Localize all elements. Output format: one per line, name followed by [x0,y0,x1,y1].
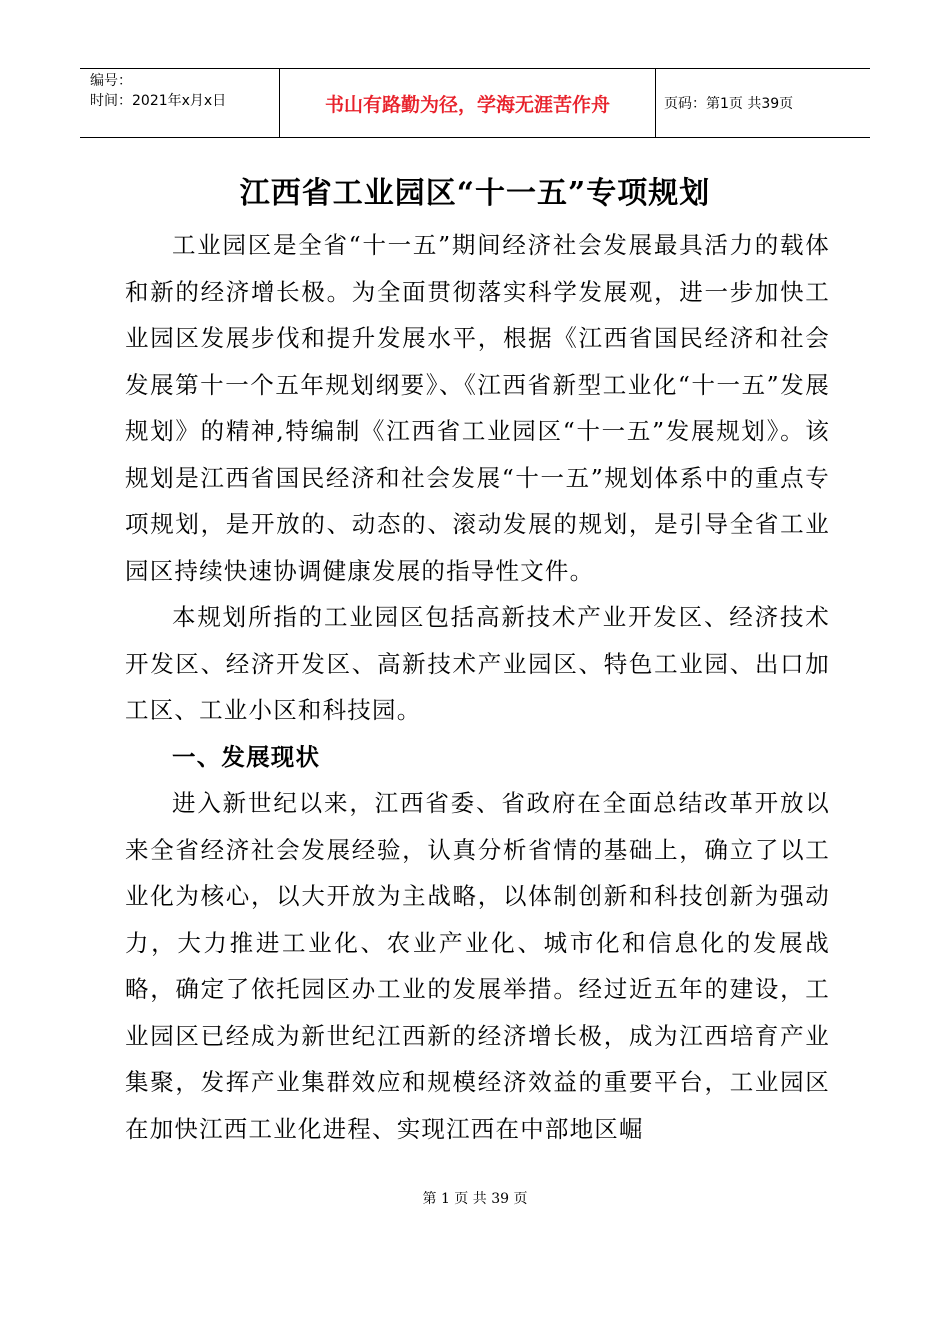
header-motto: 书山有路勤为径，学海无涯苦作舟 [280,69,656,137]
header-table [80,68,870,138]
page-footer: 第 1 页 共 39 页 [422,1191,528,1207]
document-title: 江西省工业园区“十一五”专项规划 [239,176,711,211]
paragraph: 本规划所指的工业园区包括高新技术产业开发区、经济技术开发区、经济开发区、高新技术产业园区、特色工业园、出口加工区、工业小区和科技园。 [125,603,830,724]
header-meta [80,69,280,137]
document-body [125,222,830,1152]
number-label: 编号： [90,73,132,89]
paragraph: 工业园区是全省“十一五”期间经济社会发展最具活力的载体和新的经济增长极。为全面贯彻落实科学发展观，进一步加快工业园区发展步伐和提升发展水平，根据《江西省国民经济和社会发展第十一个五年规划纲要》、《江西省新型工业化“十一五”发展规划》的精神,特编制《江西省工业园区“十一五”发展规划》。该规划是江西省国民经济和社会发展“十一五”规划体系中的重点专项规划，是开放的、动态的、滚动发展的规划，是引导全省工业园区持续快速协调健康发展的指导性文件。 [125,231,830,585]
section-heading: 一、发展现状 [172,742,321,771]
paragraph: 进入新世纪以来，江西省委、省政府在全面总结改革开放以来全省经济社会发展经验，认真分析省情的基础上，确立了以工业化为核心，以大开放为主战略，以体制创新和科技创新为强动力，大力推进工业化、农业产业化、城市化和信息化的发展战略，确定了依托园区办工业的发展举措。经过近五年的建设，工业园区已经成为新世纪江西新的经济增长极，成为江西培育产业集聚，发挥产业集群效应和规模经济效益的重要平台，工业园区在加快江西工业化进程、实现江西在中部地区崛 [125,789,830,1143]
date-label: 时间：2021年x月x日 [90,93,227,109]
header-page-info: 页码：第1页 共39页 [664,96,794,112]
